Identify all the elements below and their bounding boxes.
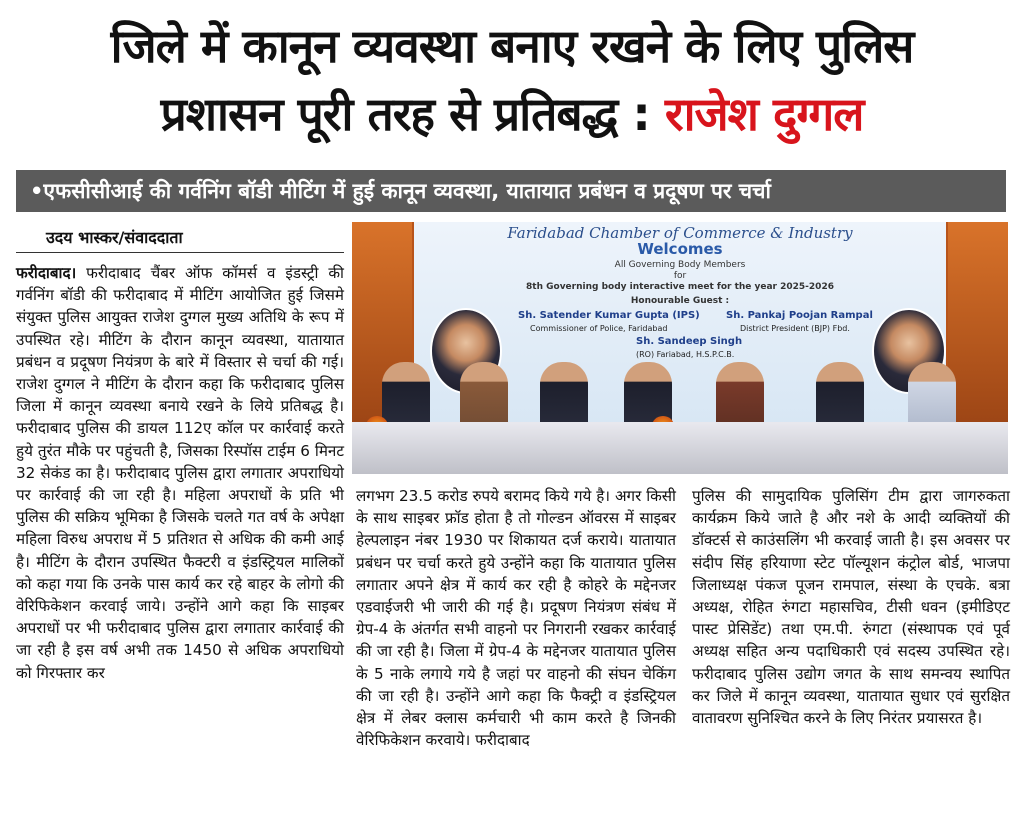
article-column-2 [356,485,676,751]
article-text: लगभग 23.5 करोड रुपये बरामद किये गये है। अगर किसी के साथ साइबर फ्रॉड होता है तो गोल्डन ऑवरस में साइबर हेल्पलाइन नंबर 1930 पर शिकायत दर्ज कराये। यातायात प्रबंधन पर चर्चा करते हुये उन्होंने कहा कि यातायात पुलिस लगातार अपने क्षेत्र में कार्य कर रही है कोहरे के मद्देनजर एडवाईजरी भी जारी की गई है। प्रदूषण नियंत्रण संबंध में ग्रेप-4 के अंतर्गत सभी वाहनो पर निगरानी रखकर कार्रवाई की जा रही है। जिला में ग्रेप-4 के मद्देनजर यातायात पुलिस के 5 नाके लगाये गये है जहां पर वाहनो की संघन चेकिंग की जा रही है। उन्होंने आगे कहा कि फैक्ट्री व इंडस्ट्रियल क्षेत्र में लेबर क्लास कर्मचारी भी काम करते है जिनकी वेरिफिकेशन करवाये। फरीदाबाद [356,487,676,750]
headline-speaker-name: राजेश दुग्गल [664,87,864,141]
byline-divider [16,252,344,253]
photo-table [352,422,1008,474]
dateline: फरीदाबाद। [16,264,77,282]
banner-guest2-name: Sh. Pankaj Poojan Rampal [726,310,873,321]
article-column-3 [692,485,1010,729]
banner-guest3-name: Sh. Sandeep Singh [636,336,743,347]
banner-welcomes: Welcomes [637,240,723,258]
banner-meet: 8th Governing body interactive meet for the year 2025-2026 [526,282,834,292]
banner-guest2-title: District President (BJP) Fbd. [740,324,850,333]
byline: उदय भास्कर/संवाददाता [46,228,183,247]
banner-members: All Governing Body Members [614,260,746,270]
headline-line-2 [0,86,1024,142]
banner-for: for [673,271,687,281]
banner-guest1-name: Sh. Satender Kumar Gupta (IPS) [518,310,700,321]
subheadline-bar: •एफसीसीआई की गर्वनिंग बॉडी मीटिंग में हुई कानून व्यवस्था, यातायात प्रबंधन व प्रदूषण पर चर्चा [16,170,1006,212]
banner-guest1-title: Commissioner of Police, Faridabad [530,324,668,333]
event-photo [352,222,1008,474]
article-text: पुलिस की सामुदायिक पुलिसिंग टीम द्वारा जागरुकता कार्यक्रम किये जाते है और नशे के आदी व्यक्तियों की डॉक्टर्स से काउंसलिंग भी करवाई जाती है। इस अवसर पर संदीप सिंह हरियाणा स्टेट पॉल्यूशन कंट्रोल बोर्ड, भाजपा जिलाध्यक्ष पंकज पूजन रामपाल, संस्था के एचके. बत्रा अध्यक्ष, रोहित रुंगटा महासचिव, टीसी धवन (इमीडिएट पास्ट प्रेसिडेंट) तथा एम.पी. रुंगटा (संस्थापक एवं पूर्व अध्यक्ष सहित अन्य पदाधिकारी एवं सदस्य उपस्थित रहे। फरीदाबाद पुलिस उद्योग जगत के साथ समन्वय स्थापित कर जिले में कानून व्यवस्था, यातायात सुधार एवं सुरक्षित वातावरण सुनिश्चित करने के लिए निरंतर प्रयासरत है। [692,487,1010,728]
banner-honourable: Honourable Guest : [630,296,730,306]
banner-guest3-title: (RO) Fariabad, H.S.P.C.B. [636,350,735,359]
article-column-1 [16,262,344,684]
banner-chamber-name: Faridabad Chamber of Commerce & Industry [507,224,853,242]
article-text: फरीदाबाद चैंबर ऑफ कॉमर्स व इंडस्ट्री की गर्वनिंग बॉडी की फरीदाबाद में मीटिंग आयोजित हुई जिसमे संयुक्त पुलिस आयुक्त राजेश दुग्गल मुख्य अतिथि के रूप में उपस्थित रहे। मीटिंग के दौरान कानून व्यवस्था, यातायात प्रबंधन व प्रदूषण नियंत्रण के बारे में विस्तार से चर्चा की गई। राजेश दुग्गल ने मीटिंग के दौरान कहा कि फरीदाबाद पुलिस जिला में कानून व्यवस्था बनाये रखने के लिये प्रतिबद्ध है। फरीदाबाद पुलिस की डायल 112ए कॉल पर कार्रवाई करते हुये तुरंत मौके पर पहुंचती है, जिसका रिस्पॉस टाईम 6 मिनट 32 सेकंड का है। फरीदाबाद पुलिस द्वारा लगातार अपराधियो पर कार्रवाई की जा रही है। महिला अपराधों के प्रति भी पुलिस की सक्रिय भूमिका है जिसके चलते गत वर्ष के अपेक्षा महिला विरुध अपराध में 5 प्रतिशत से अधिक की कमी आई है। मीटिंग के दौरान उपस्थित फैक्टरी व इंडस्ट्रियल मालिकों को कहा गया कि उनके पास कार्य कर रहे बाहर के लोगो की वेरिफिकेशन करवाई जाये। उन्होंने आगे कहा कि साइबर अपराधों पर भी फरीदाबाद पुलिस द्वारा लगातार कार्रवाई की जा रही है इस वर्ष अभी तक 1450 से अधिक अपराधियो को गिरफ्तार कर [16,264,344,682]
headline-quote-text: प्रशासन पूरी तरह से प्रतिबद्ध : [160,87,665,141]
headline-line-1: जिले में कानून व्यवस्था बनाए रखने के लिए पुलिस [110,19,914,73]
